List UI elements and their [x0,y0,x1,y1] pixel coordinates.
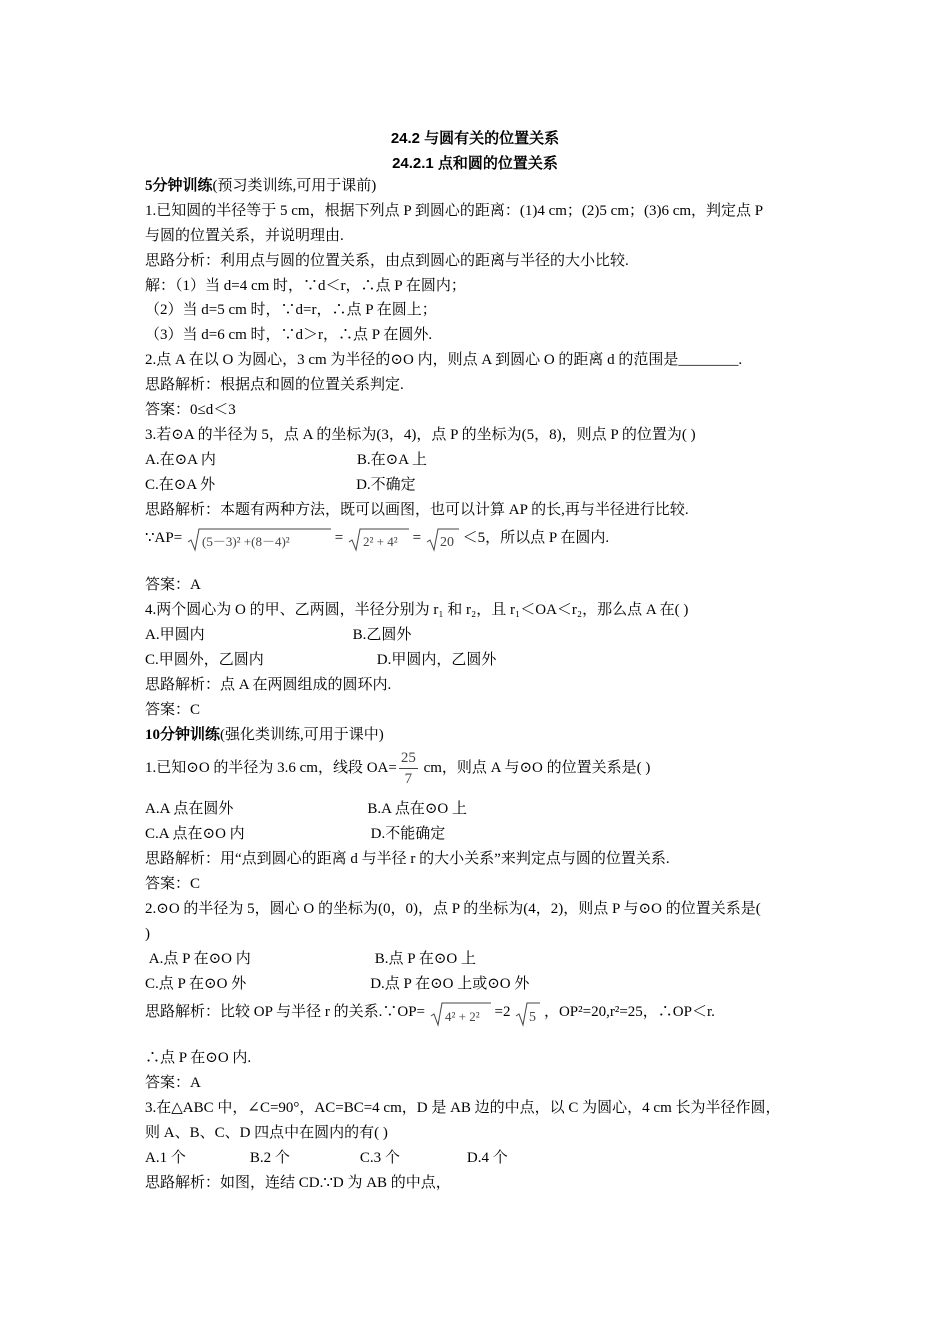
p2-options-row2 [145,974,529,994]
radicand: 4² + 2² [444,1008,480,1024]
option-b: B.乙圆外 [352,627,412,643]
q4-analysis: 思路解析：点 A 在两圆组成的圆环内. [145,677,392,693]
option-c: C.3 个 [359,1150,400,1166]
option-b: B.点 P 在⊙O 上 [374,951,476,967]
p2-analysis [145,996,715,1028]
radicand: (5－3)² +(8－4)² [201,533,290,549]
q3-analysis: 思路解析：本题有两种方法，既可以画图，也可以计算 AP 的长,再与半径进行比较. [145,502,689,518]
equals-2: = [412,530,422,546]
radical-sign-icon [347,526,409,552]
radical-2 [514,999,540,1027]
radical-1 [186,526,331,552]
q3-options-row2 [145,475,416,495]
radical-sign-icon [429,999,491,1027]
q2-line1: 2.点 A 在以 O 为圆心，3 cm 为半径的⊙O 内，则点 A 到圆心 O 的距离 d 的范围是________. [145,352,743,368]
radical-3 [425,526,459,552]
numerator: 25 [399,748,418,769]
q4-line1: 4.两个圆心为 O 的甲、乙两圆，半径分别为 r₁ 和 r₂，且 r₁＜OA＜r₂，那么点 A 在( ) [145,602,689,618]
section-label: 5分钟训练 [145,178,213,194]
option-d: D.不能确定 [370,826,446,842]
option-b: B.A 点在⊙O 上 [367,801,468,817]
option-c: C.A 点在⊙O 内 [145,826,245,842]
option-a: A.1 个 [145,1150,186,1166]
section-heading-5min [145,176,376,196]
p2-line1: 2.⊙O 的半径为 5，圆心 O 的坐标为(0，0)，点 P 的坐标为(4，2)，则点 P 与⊙O 的位置关系是( [145,901,761,917]
option-d: D.点 P 在⊙O 上或⊙O 外 [370,976,530,992]
option-d: D.4 个 [466,1150,508,1166]
subsection-title: 24.2.1 点和圆的位置关系 [392,155,558,172]
p3-line2: 则 A、B、C、D 四点中在圆内的有( ) [145,1125,388,1141]
p1-options-row2 [145,824,445,844]
p1-answer: 答案：C [145,876,201,892]
denominator: 7 [404,771,413,788]
section-heading-10min [145,725,384,745]
p1-options-row1 [145,799,467,819]
p2-answer: 答案：A [145,1075,201,1091]
radicand: 20 [439,534,454,550]
q4-answer: 答案：C [145,702,201,718]
section-title: 24.2 与圆有关的位置关系 [390,130,560,147]
radical-2 [347,526,409,552]
option-d: D.甲圆内，乙圆外 [376,652,497,668]
formula-prefix: ∵AP= [145,530,183,546]
q1-analysis: 思路分析：利用点与圆的位置关系，由点到圆心的距离与半径的大小比较. [145,253,629,269]
p1-prefix: 1.已知⊙O 的半径为 3.6 cm，线段 OA= [145,760,397,776]
analysis-suffix: ，OP²=20,r²=25，∴OP＜r. [543,1004,715,1020]
p1-analysis: 思路解析：用“点到圆心的距离 d 与半径 r 的大小关系”来判定点与圆的位置关系. [145,851,670,867]
fraction [399,748,418,789]
q3-formula [145,523,609,553]
q3-answer: 答案：A [145,577,201,593]
p3-line1: 3.在△ABC 中，∠C=90°，AC=BC=4 cm，D 是 AB 边的中点，以 C 为圆心，4 cm 长为半径作圆， [145,1100,781,1116]
p1-line1 [145,746,650,790]
option-b: B.2 个 [249,1150,290,1166]
p2-line2: ) [145,926,150,942]
analysis-prefix: 思路解析：比较 OP 与半径 r 的关系.∵OP= [145,1004,425,1020]
q3-options-row1 [145,450,427,470]
option-d: D.不确定 [356,477,416,493]
option-a: A.A 点在圆外 [145,801,234,817]
q2-analysis: 思路解析：根据点和圆的位置关系判定. [145,377,404,393]
section-label: 10分钟训练 [145,727,221,743]
radical-sign-icon [514,999,540,1027]
section-note: (预习类训练,可用于课前) [212,178,377,194]
option-c: C.甲圆外，乙圆内 [145,652,264,668]
q1-solution-1: 解：（1）当 d=4 cm 时，∵d＜r，∴点 P 在圆内； [145,278,466,294]
q1-solution-2: （2）当 d=5 cm 时，∵d=r，∴点 P 在圆上； [145,302,437,318]
q1-line2: 与圆的位置关系，并说明理由. [145,228,344,244]
q4-options-row1 [145,625,411,645]
p3-options [145,1148,508,1168]
q3-line1: 3.若⊙A 的半径为 5，点 A 的坐标为(3，4)，点 P 的坐标为(5，8)，则点 P 的位置为( ) [145,427,696,443]
option-a: A.在⊙A 内 [145,452,216,468]
q4-options-row2 [145,650,496,670]
radicand: 5 [529,1009,537,1025]
formula-suffix: ＜5，所以点 P 在圆内. [462,530,610,546]
radicand: 2² + 4² [362,533,398,549]
option-b: B.在⊙A 上 [356,452,427,468]
q1-solution-3: （3）当 d=6 cm 时，∵d＞r，∴点 P 在圆外. [145,327,433,343]
p1-suffix: cm，则点 A 与⊙O 的位置关系是( ) [419,760,651,776]
q2-answer: 答案：0≤d＜3 [145,402,236,418]
option-a: A.点 P 在⊙O 内 [148,951,251,967]
radical-sign-icon [425,526,459,552]
p3-analysis: 思路解析：如图，连结 CD.∵D 为 AB 的中点， [145,1175,451,1191]
radical-1 [429,999,491,1027]
q1-line1: 1.已知圆的半径等于 5 cm，根据下列点 P 到圆心的距离：(1)4 cm；(2)5 cm；(3)6 cm，判定点 P [145,203,764,219]
option-c: C.点 P 在⊙O 外 [145,976,247,992]
equals-1: = [334,530,344,546]
radical-sign-icon [186,526,331,552]
section-note: (强化类训练,可用于课中) [220,727,384,743]
p2-conclusion: ∴点 P 在⊙O 内. [145,1050,252,1066]
p2-options-row1 [145,949,476,969]
equals: =2 [494,1004,511,1020]
option-a: A.甲圆内 [145,627,205,643]
option-c: C.在⊙A 外 [145,477,216,493]
